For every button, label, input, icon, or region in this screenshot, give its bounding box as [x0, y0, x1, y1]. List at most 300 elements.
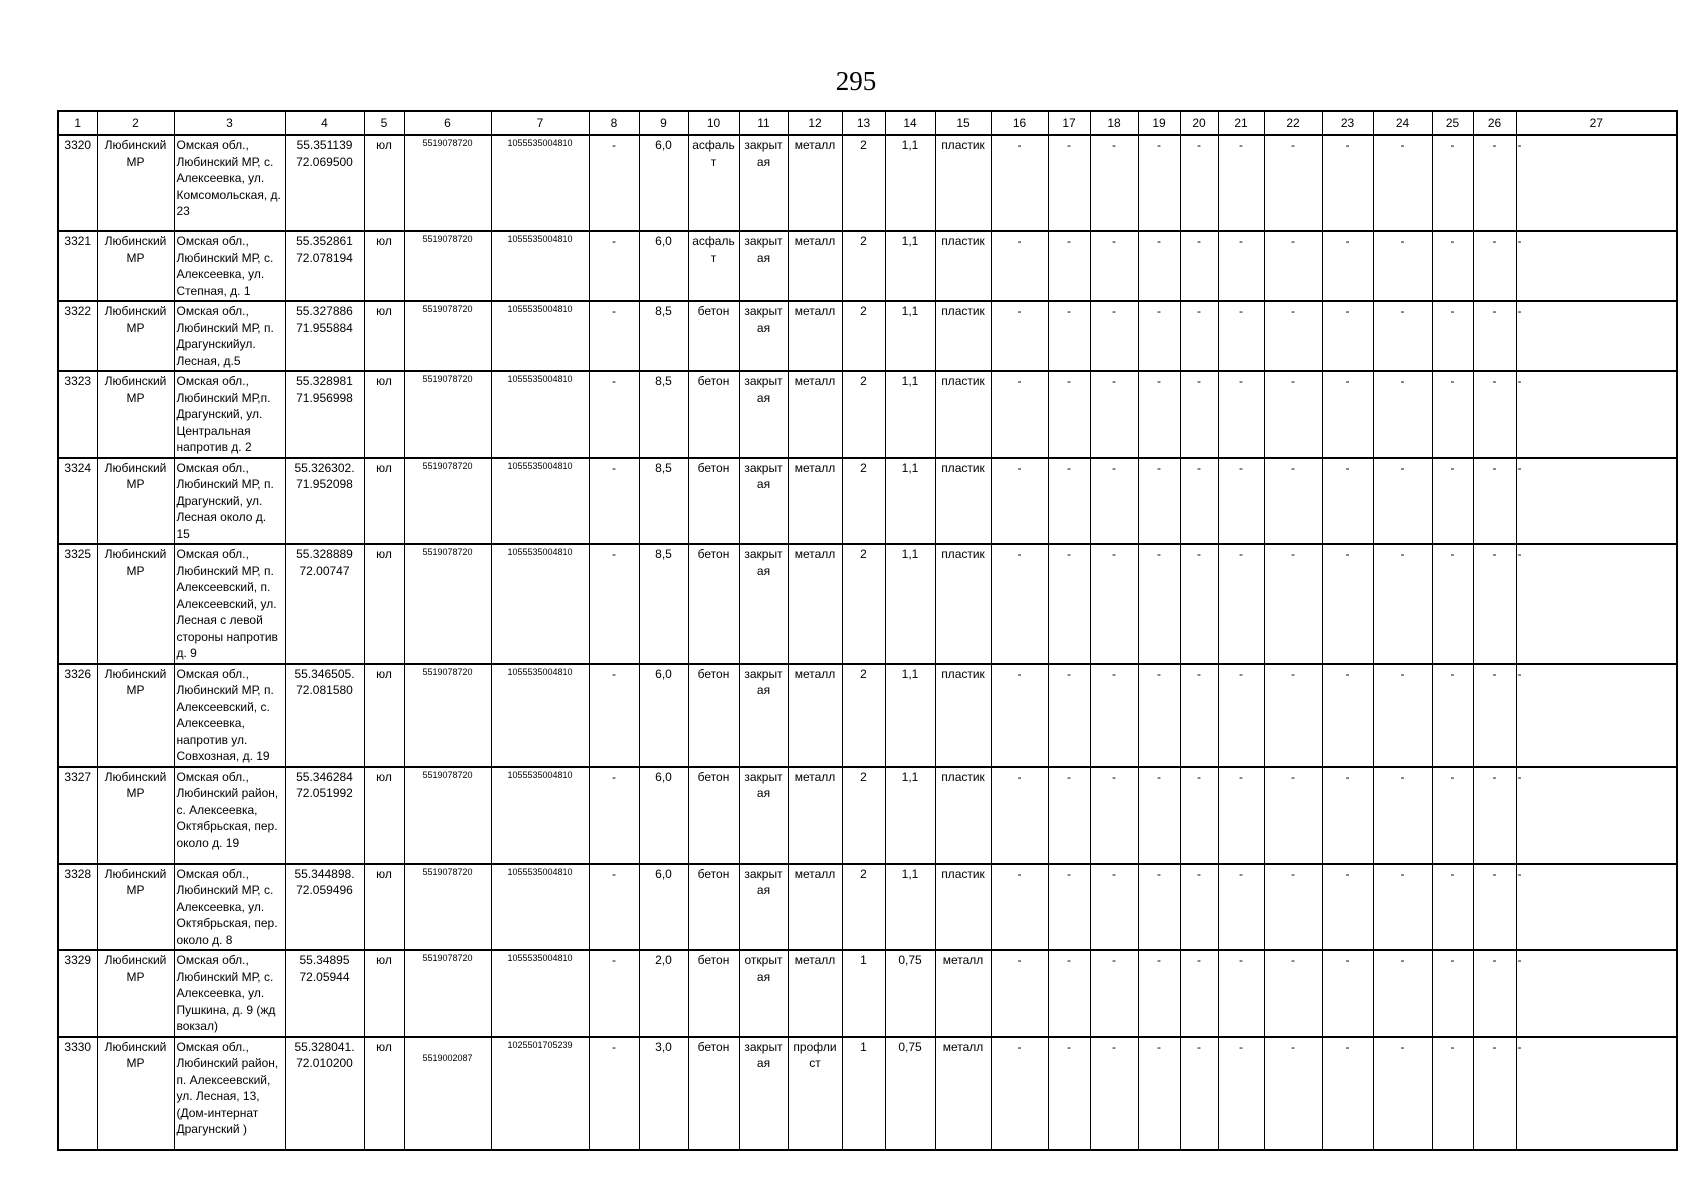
column-header-1: 1 [58, 111, 97, 135]
address-cell: Омская обл., Любинский МР, с. Алексеевка, ул. Пушкина, д. 9 (жд вокзал) [174, 950, 285, 1037]
container-volume-cell: 1,1 [885, 301, 935, 371]
col25-cell: - [1432, 301, 1473, 371]
col23-cell: - [1322, 458, 1373, 545]
col20-cell: - [1180, 544, 1218, 664]
district-cell: Любинский МР [97, 664, 174, 767]
fence-cell: закрытая [739, 767, 788, 864]
fence-material-cell: профлист [788, 1037, 842, 1150]
col8-cell: - [589, 950, 639, 1037]
column-header-24: 24 [1373, 111, 1432, 135]
area-cell: 6,0 [639, 231, 688, 301]
column-header-9: 9 [639, 111, 688, 135]
row-number: 3320 [58, 135, 97, 231]
col24-cell: - [1373, 864, 1432, 951]
col25-cell: - [1432, 458, 1473, 545]
container-material-cell: металл [935, 950, 991, 1037]
district-cell: Любинский МР [97, 371, 174, 458]
inn-cell: 5519078720 [404, 664, 491, 767]
registry-table [57, 110, 1678, 1151]
longitude: 72.078194 [296, 250, 353, 265]
column-header-15: 15 [935, 111, 991, 135]
latitude: 55.327886 [296, 304, 353, 318]
table-row [58, 301, 1677, 371]
surface-cell: бетон [688, 864, 739, 951]
col25-cell: - [1432, 1037, 1473, 1150]
inn-cell: 5519078720 [404, 864, 491, 951]
col20-cell: - [1180, 767, 1218, 864]
header-row [58, 111, 1677, 135]
district-cell: Любинский МР [97, 950, 174, 1037]
col16-cell: - [991, 664, 1048, 767]
longitude: 71.956998 [296, 390, 353, 405]
column-header-23: 23 [1322, 111, 1373, 135]
col22-cell: - [1264, 864, 1322, 951]
col25-cell: - [1432, 664, 1473, 767]
col26-cell: - [1473, 231, 1516, 301]
area-cell: 6,0 [639, 664, 688, 767]
latitude: 55.34895 [299, 953, 350, 967]
col24-cell: - [1373, 664, 1432, 767]
column-header-27: 27 [1516, 111, 1677, 135]
row-number: 3328 [58, 864, 97, 951]
col17-cell: - [1048, 135, 1090, 231]
col20-cell: - [1180, 864, 1218, 951]
container-volume-cell: 0,75 [885, 950, 935, 1037]
col16-cell: - [991, 767, 1048, 864]
col8-cell: - [589, 231, 639, 301]
col24-cell: - [1373, 231, 1432, 301]
col25-cell: - [1432, 950, 1473, 1037]
col27-cell: - [1516, 301, 1677, 371]
col21-cell: - [1218, 950, 1264, 1037]
col8-cell: - [589, 1037, 639, 1150]
col22-cell: - [1264, 1037, 1322, 1150]
col17-cell: - [1048, 950, 1090, 1037]
longitude: 72.081580 [296, 683, 353, 697]
container-count-cell: 2 [842, 864, 885, 951]
fence-material-cell: металл [788, 231, 842, 301]
fence-material-cell: металл [788, 664, 842, 767]
surface-cell: бетон [688, 301, 739, 371]
col8-cell: - [589, 458, 639, 545]
col18-cell: - [1090, 950, 1138, 1037]
col8-cell: - [589, 864, 639, 951]
latitude: 55.326302. [294, 460, 355, 475]
ogrn-cell: 1055535004810 [491, 371, 589, 458]
district-cell: Любинский МР [97, 135, 174, 231]
ogrn-cell: 1055535004810 [491, 301, 589, 371]
fence-cell: закрытая [739, 1037, 788, 1150]
container-count-cell: 2 [842, 544, 885, 664]
col18-cell: - [1090, 664, 1138, 767]
address-cell: Омская обл., Любинский район, п. Алексеевский, ул. Лесная, 13, (Дом-интернат Драгунский ) [174, 1037, 285, 1150]
ogrn-cell: 1055535004810 [491, 458, 589, 545]
fence-cell: открытая [739, 950, 788, 1037]
area-cell: 8,5 [639, 371, 688, 458]
owner-type-cell: юл [364, 301, 404, 371]
surface-cell: бетон [688, 664, 739, 767]
ogrn-cell: 1055535004810 [491, 664, 589, 767]
column-header-13: 13 [842, 111, 885, 135]
row-number: 3330 [58, 1037, 97, 1150]
col20-cell: - [1180, 371, 1218, 458]
col16-cell: - [991, 864, 1048, 951]
column-header-19: 19 [1138, 111, 1180, 135]
fence-material-cell: металл [788, 135, 842, 231]
fence-cell: закрытая [739, 544, 788, 664]
container-count-cell: 2 [842, 767, 885, 864]
owner-type-cell: юл [364, 135, 404, 231]
longitude: 72.05944 [299, 969, 350, 984]
col23-cell: - [1322, 135, 1373, 231]
fence-cell: закрытая [739, 458, 788, 545]
col17-cell: - [1048, 544, 1090, 664]
fence-material-cell: металл [788, 767, 842, 864]
col27-cell: - [1516, 864, 1677, 951]
col22-cell: - [1264, 950, 1322, 1037]
owner-type-cell: юл [364, 458, 404, 545]
surface-cell: бетон [688, 544, 739, 664]
latitude: 55.346284 [296, 769, 353, 784]
ogrn-cell: 1025501705239 [491, 1037, 589, 1150]
col24-cell: - [1373, 458, 1432, 545]
col8-cell: - [589, 371, 639, 458]
col18-cell: - [1090, 231, 1138, 301]
col23-cell: - [1322, 231, 1373, 301]
ogrn-cell: 1055535004810 [491, 950, 589, 1037]
coordinates-cell [285, 1037, 364, 1150]
column-header-21: 21 [1218, 111, 1264, 135]
col21-cell: - [1218, 767, 1264, 864]
col8-cell: - [589, 135, 639, 231]
district-cell: Любинский МР [97, 544, 174, 664]
row-number: 3323 [58, 371, 97, 458]
col27-cell: - [1516, 231, 1677, 301]
col24-cell: - [1373, 301, 1432, 371]
column-header-14: 14 [885, 111, 935, 135]
container-count-cell: 1 [842, 950, 885, 1037]
table-row [58, 231, 1677, 301]
col22-cell: - [1264, 458, 1322, 545]
col19-cell: - [1138, 864, 1180, 951]
col26-cell: - [1473, 544, 1516, 664]
col16-cell: - [991, 950, 1048, 1037]
table-row [58, 864, 1677, 951]
col21-cell: - [1218, 301, 1264, 371]
col21-cell: - [1218, 135, 1264, 231]
col24-cell: - [1373, 767, 1432, 864]
col21-cell: - [1218, 231, 1264, 301]
col25-cell: - [1432, 231, 1473, 301]
col21-cell: - [1218, 371, 1264, 458]
latitude: 55.328041. [294, 1039, 355, 1054]
column-header-10: 10 [688, 111, 739, 135]
col23-cell: - [1322, 864, 1373, 951]
container-material-cell: пластик [935, 544, 991, 664]
table-row [58, 664, 1677, 767]
district-cell: Любинский МР [97, 301, 174, 371]
column-header-26: 26 [1473, 111, 1516, 135]
coordinates-cell [285, 767, 364, 864]
col18-cell: - [1090, 371, 1138, 458]
inn-cell: 5519078720 [404, 950, 491, 1037]
fence-cell: закрытая [739, 864, 788, 951]
col17-cell: - [1048, 1037, 1090, 1150]
container-volume-cell: 1,1 [885, 664, 935, 767]
container-material-cell: пластик [935, 231, 991, 301]
ogrn-cell: 1055535004810 [491, 231, 589, 301]
container-volume-cell: 1,1 [885, 767, 935, 864]
col19-cell: - [1138, 458, 1180, 545]
col26-cell: - [1473, 458, 1516, 545]
district-cell: Любинский МР [97, 231, 174, 301]
address-cell: Омская обл., Любинский МР,п. Драгунский, ул. Центральная напротив д. 2 [174, 371, 285, 458]
container-volume-cell: 1,1 [885, 544, 935, 664]
column-header-17: 17 [1048, 111, 1090, 135]
col19-cell: - [1138, 1037, 1180, 1150]
column-header-2: 2 [97, 111, 174, 135]
col27-cell: - [1516, 664, 1677, 767]
district-cell: Любинский МР [97, 1037, 174, 1150]
inn-cell: 5519078720 [404, 301, 491, 371]
col16-cell: - [991, 231, 1048, 301]
inn-cell: 5519078720 [404, 458, 491, 545]
container-volume-cell: 1,1 [885, 231, 935, 301]
ogrn-cell: 1055535004810 [491, 864, 589, 951]
address-cell: Омская обл., Любинский МР, с. Алексеевка, ул. Степная, д. 1 [174, 231, 285, 301]
owner-type-cell: юл [364, 544, 404, 664]
row-number: 3326 [58, 664, 97, 767]
address-cell: Омская обл., Любинский МР, п. Алексеевский, с. Алексеевка, напротив ул. Совхозная, д. 19 [174, 664, 285, 767]
container-volume-cell: 1,1 [885, 864, 935, 951]
fence-material-cell: металл [788, 458, 842, 545]
column-header-4: 4 [285, 111, 364, 135]
longitude: 72.051992 [296, 786, 353, 800]
address-cell: Омская обл., Любинский МР, п. Алексеевский, п. Алексеевский, ул. Лесная с левой стороны напротив д. 9 [174, 544, 285, 664]
container-material-cell: пластик [935, 301, 991, 371]
row-number: 3325 [58, 544, 97, 664]
surface-cell: асфальт [688, 135, 739, 231]
coordinates-cell [285, 458, 364, 545]
row-number: 3327 [58, 767, 97, 864]
col23-cell: - [1322, 950, 1373, 1037]
col18-cell: - [1090, 544, 1138, 664]
col17-cell: - [1048, 864, 1090, 951]
column-header-20: 20 [1180, 111, 1218, 135]
container-volume-cell: 1,1 [885, 135, 935, 231]
inn-cell: 5519078720 [404, 371, 491, 458]
inn-cell: 5519078720 [404, 231, 491, 301]
area-cell: 2,0 [639, 950, 688, 1037]
column-header-7: 7 [491, 111, 589, 135]
address-cell: Омская обл., Любинский МР, с. Алексеевка, ул. Октябрьская, пер. около д. 8 [174, 864, 285, 951]
container-count-cell: 2 [842, 664, 885, 767]
area-cell: 8,5 [639, 458, 688, 545]
ogrn-cell: 1055535004810 [491, 544, 589, 664]
col27-cell: - [1516, 371, 1677, 458]
address-cell: Омская обл., Любинский МР, п. Драгунский, ул. Лесная около д. 15 [174, 458, 285, 545]
area-cell: 6,0 [639, 864, 688, 951]
longitude: 71.955884 [296, 320, 353, 335]
col23-cell: - [1322, 664, 1373, 767]
col26-cell: - [1473, 135, 1516, 231]
column-header-12: 12 [788, 111, 842, 135]
owner-type-cell: юл [364, 664, 404, 767]
col16-cell: - [991, 458, 1048, 545]
latitude: 55.344898. [294, 866, 355, 881]
col19-cell: - [1138, 950, 1180, 1037]
col22-cell: - [1264, 135, 1322, 231]
col19-cell: - [1138, 231, 1180, 301]
latitude: 55.346505. [294, 666, 355, 681]
col22-cell: - [1264, 544, 1322, 664]
col23-cell: - [1322, 767, 1373, 864]
col25-cell: - [1432, 135, 1473, 231]
col20-cell: - [1180, 1037, 1218, 1150]
area-cell: 8,5 [639, 544, 688, 664]
col22-cell: - [1264, 767, 1322, 864]
col17-cell: - [1048, 458, 1090, 545]
latitude: 55.328889 [296, 547, 353, 561]
col22-cell: - [1264, 301, 1322, 371]
inn-cell: 5519078720 [404, 767, 491, 864]
col21-cell: - [1218, 544, 1264, 664]
col8-cell: - [589, 301, 639, 371]
table-row [58, 767, 1677, 864]
col22-cell: - [1264, 371, 1322, 458]
col18-cell: - [1090, 135, 1138, 231]
table-row [58, 135, 1677, 231]
col25-cell: - [1432, 544, 1473, 664]
coordinates-cell [285, 301, 364, 371]
col22-cell: - [1264, 664, 1322, 767]
coordinates-cell [285, 864, 364, 951]
coordinates-cell [285, 231, 364, 301]
fence-cell: закрытая [739, 664, 788, 767]
col26-cell: - [1473, 950, 1516, 1037]
inn-cell: 5519078720 [404, 544, 491, 664]
col20-cell: - [1180, 231, 1218, 301]
fence-material-cell: металл [788, 864, 842, 951]
col20-cell: - [1180, 301, 1218, 371]
owner-type-cell: юл [364, 231, 404, 301]
table-row [58, 458, 1677, 545]
col16-cell: - [991, 135, 1048, 231]
col26-cell: - [1473, 1037, 1516, 1150]
col26-cell: - [1473, 664, 1516, 767]
owner-type-cell: юл [364, 371, 404, 458]
container-material-cell: металл [935, 1037, 991, 1150]
col21-cell: - [1218, 458, 1264, 545]
coordinates-cell [285, 135, 364, 231]
col18-cell: - [1090, 1037, 1138, 1150]
col26-cell: - [1473, 301, 1516, 371]
col17-cell: - [1048, 371, 1090, 458]
area-cell: 6,0 [639, 135, 688, 231]
area-cell: 8,5 [639, 301, 688, 371]
column-header-6: 6 [404, 111, 491, 135]
district-cell: Любинский МР [97, 458, 174, 545]
column-header-22: 22 [1264, 111, 1322, 135]
col21-cell: - [1218, 1037, 1264, 1150]
row-number: 3324 [58, 458, 97, 545]
container-material-cell: пластик [935, 135, 991, 231]
container-material-cell: пластик [935, 864, 991, 951]
col23-cell: - [1322, 301, 1373, 371]
column-header-25: 25 [1432, 111, 1473, 135]
inn-cell: 5519078720 [404, 135, 491, 231]
fence-cell: закрытая [739, 135, 788, 231]
col25-cell: - [1432, 371, 1473, 458]
row-number: 3329 [58, 950, 97, 1037]
district-cell: Любинский МР [97, 767, 174, 864]
area-cell: 6,0 [639, 767, 688, 864]
district-cell: Любинский МР [97, 864, 174, 951]
col27-cell: - [1516, 135, 1677, 231]
surface-cell: бетон [688, 458, 739, 545]
col16-cell: - [991, 371, 1048, 458]
col27-cell: - [1516, 1037, 1677, 1150]
col19-cell: - [1138, 301, 1180, 371]
container-count-cell: 2 [842, 371, 885, 458]
column-header-3: 3 [174, 111, 285, 135]
col17-cell: - [1048, 301, 1090, 371]
col17-cell: - [1048, 231, 1090, 301]
surface-cell: бетон [688, 1037, 739, 1150]
surface-cell: бетон [688, 371, 739, 458]
col25-cell: - [1432, 767, 1473, 864]
longitude: 72.059496 [296, 883, 353, 897]
owner-type-cell: юл [364, 767, 404, 864]
surface-cell: бетон [688, 767, 739, 864]
col18-cell: - [1090, 864, 1138, 951]
longitude: 72.069500 [296, 154, 353, 169]
col23-cell: - [1322, 371, 1373, 458]
coordinates-cell [285, 544, 364, 664]
ogrn-cell: 1055535004810 [491, 767, 589, 864]
col16-cell: - [991, 1037, 1048, 1150]
column-header-18: 18 [1090, 111, 1138, 135]
address-cell: Омская обл., Любинский МР, с. Алексеевка, ул. Комсомольская, д. 23 [174, 135, 285, 231]
container-count-cell: 2 [842, 135, 885, 231]
coordinates-cell [285, 950, 364, 1037]
table-row [58, 1037, 1677, 1150]
owner-type-cell: юл [364, 864, 404, 951]
surface-cell: асфальт [688, 231, 739, 301]
col23-cell: - [1322, 1037, 1373, 1150]
table-row [58, 544, 1677, 664]
coordinates-cell [285, 371, 364, 458]
address-cell: Омская обл., Любинский район, с. Алексеевка, Октябрьская, пер. около д. 19 [174, 767, 285, 864]
fence-cell: закрытая [739, 301, 788, 371]
col19-cell: - [1138, 135, 1180, 231]
owner-type-cell: юл [364, 950, 404, 1037]
container-material-cell: пластик [935, 767, 991, 864]
col18-cell: - [1090, 458, 1138, 545]
col21-cell: - [1218, 664, 1264, 767]
fence-material-cell: металл [788, 544, 842, 664]
coordinates-cell [285, 664, 364, 767]
col27-cell: - [1516, 458, 1677, 545]
surface-cell: бетон [688, 950, 739, 1037]
col17-cell: - [1048, 767, 1090, 864]
col18-cell: - [1090, 301, 1138, 371]
col23-cell: - [1322, 544, 1373, 664]
row-number: 3322 [58, 301, 97, 371]
col16-cell: - [991, 301, 1048, 371]
container-volume-cell: 1,1 [885, 458, 935, 545]
col24-cell: - [1373, 371, 1432, 458]
